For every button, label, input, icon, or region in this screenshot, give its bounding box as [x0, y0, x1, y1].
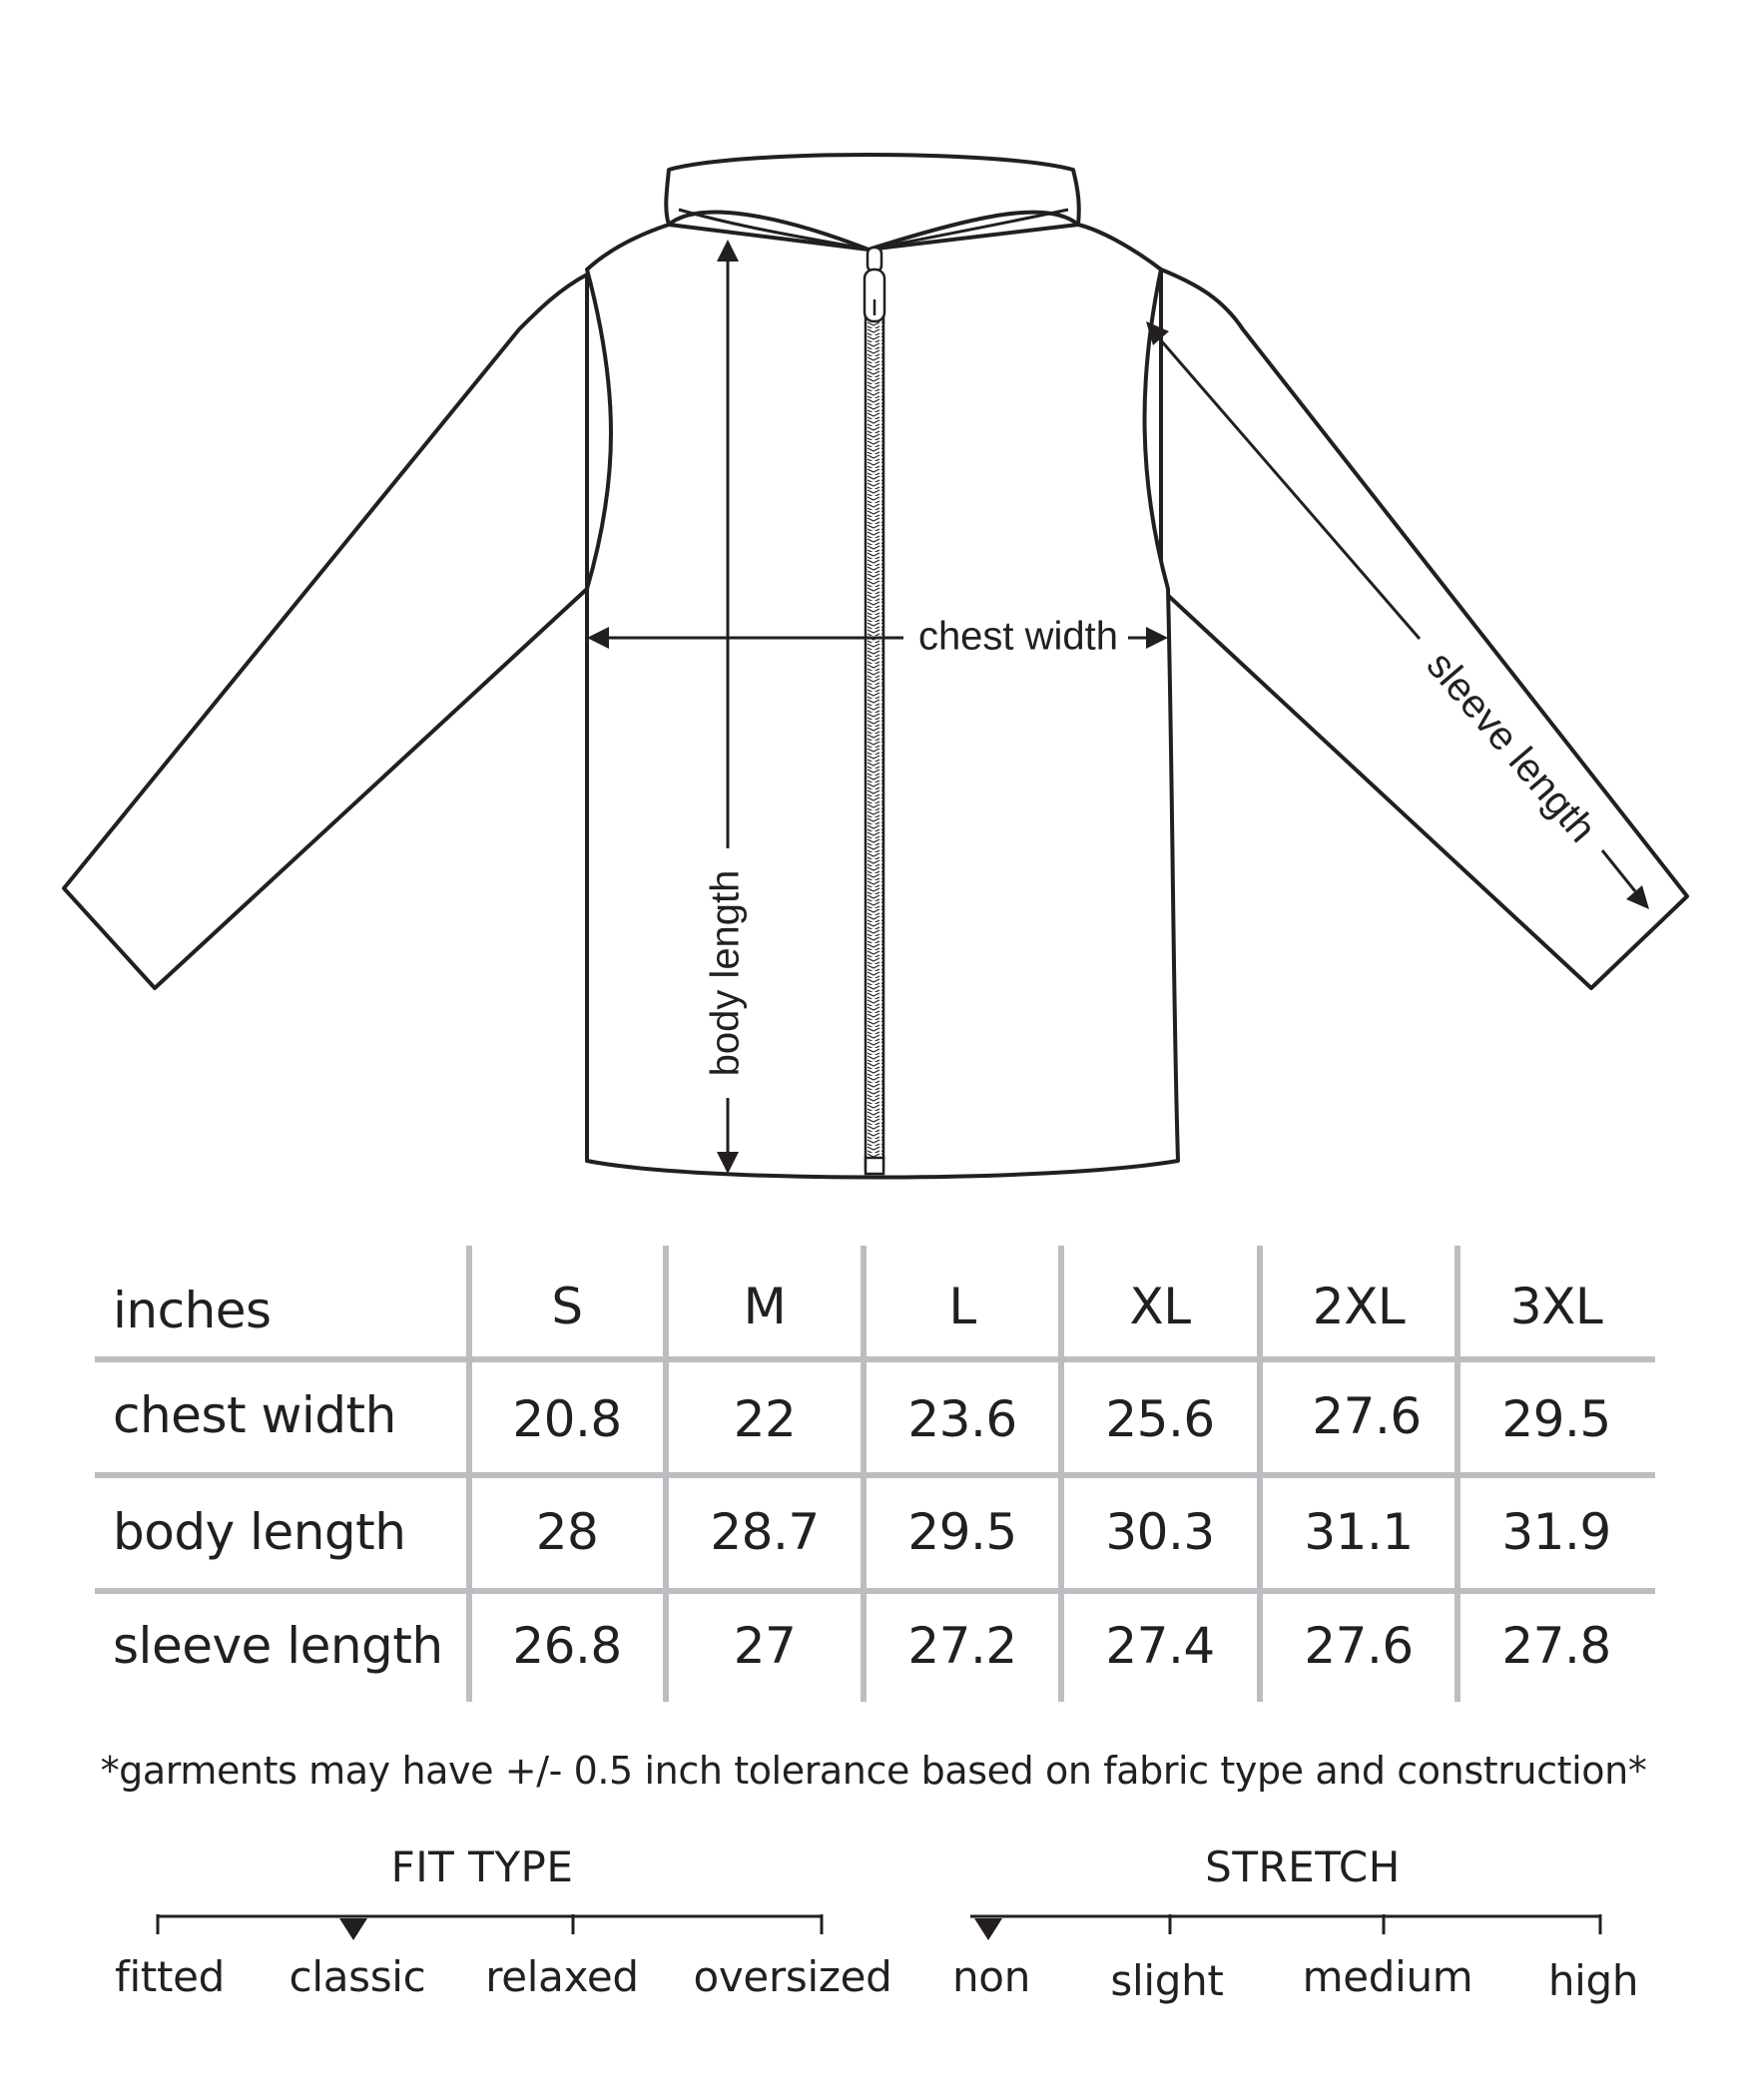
row-label-body-length: body length	[113, 1503, 406, 1561]
chest-width-m: 22	[733, 1390, 797, 1448]
stretch-option-non: non	[951, 1952, 1031, 2001]
tolerance-note: *garments may have +/- 0.5 inch tolerance based on fabric type and construction*	[100, 1749, 1647, 1793]
body-length-label: body length	[703, 869, 748, 1077]
chest-width-label: chest width	[917, 614, 1119, 659]
body-length-l: 29.5	[907, 1503, 1017, 1561]
size-header-xl: XL	[1129, 1278, 1191, 1335]
body-length-xl: 30.3	[1105, 1503, 1215, 1561]
row-label-chest-width: chest width	[113, 1386, 396, 1444]
size-header-3xl: 3XL	[1509, 1278, 1603, 1335]
sleeve-length-3xl: 27.8	[1501, 1617, 1611, 1675]
chest-width-2xl: 27.6	[1312, 1387, 1422, 1445]
chest-width-xl: 25.6	[1105, 1390, 1215, 1448]
stretch-title: STRETCH	[1205, 1842, 1401, 1891]
fit-option-oversized: oversized	[693, 1952, 892, 2001]
body-length-m: 28.7	[710, 1503, 820, 1561]
size-header-m: M	[743, 1278, 787, 1335]
stretch-option-medium: medium	[1302, 1952, 1473, 2001]
chest-width-3xl: 29.5	[1501, 1390, 1611, 1448]
sleeve-length-s: 26.8	[512, 1617, 622, 1675]
sleeve-length-2xl: 27.6	[1304, 1617, 1414, 1675]
sleeve-length-xl: 27.4	[1105, 1617, 1215, 1675]
row-label-sleeve-length: sleeve length	[113, 1617, 443, 1675]
size-header-s: S	[551, 1278, 583, 1335]
stretch-indicator	[974, 1918, 1002, 1940]
chest-width-l: 23.6	[907, 1390, 1017, 1448]
sleeve-length-label: sleeve length	[1418, 643, 1605, 851]
sleeve-length-l: 27.2	[907, 1617, 1017, 1675]
size-header-l: L	[948, 1278, 976, 1335]
body-length-2xl: 31.1	[1304, 1503, 1414, 1561]
unit-header: inches	[113, 1282, 272, 1339]
fit-option-relaxed: relaxed	[485, 1952, 639, 2001]
size-header-2xl: 2XL	[1312, 1278, 1406, 1335]
chest-width-s: 20.8	[512, 1390, 622, 1448]
sleeve-length-m: 27	[733, 1617, 797, 1675]
fit-type-title: FIT TYPE	[390, 1842, 574, 1891]
fit-type-indicator	[339, 1918, 367, 1940]
stretch-option-high: high	[1547, 1956, 1639, 2005]
stretch-option-slight: slight	[1110, 1956, 1224, 2005]
fit-option-fitted: fitted	[114, 1952, 226, 2001]
fit-option-classic: classic	[289, 1952, 426, 2001]
body-length-3xl: 31.9	[1501, 1503, 1611, 1561]
body-length-s: 28	[535, 1503, 599, 1561]
